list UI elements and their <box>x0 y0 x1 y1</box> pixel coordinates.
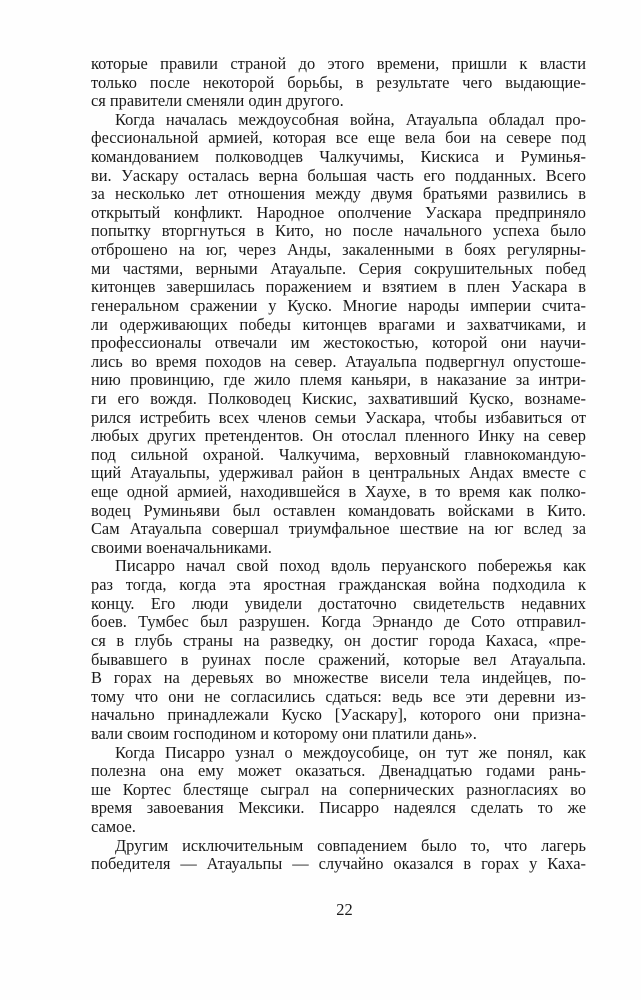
body-text <box>91 55 586 874</box>
text-line: ли одерживающих победы китонцев врагами и захватчиками, и <box>91 314 586 334</box>
text-line: В горах на деревьях во множестве висели тела индейцев, по- <box>91 668 586 688</box>
text-line: полезна она ему может оказаться. Двенадцатью годами рань- <box>91 761 586 781</box>
text-line: своими военачальниками. <box>91 537 272 557</box>
text-line: ги его вождя. Полководец Кискис, захвативший Куско, вознаме- <box>91 388 586 408</box>
paragraph-first-line: Когда началась междоусобная война, Атауальпа обладал про- <box>115 109 586 129</box>
text-line: тому что они не согласились сдаться: ведь все эти деревни из- <box>91 686 586 706</box>
text-line: за несколько лет отношения между двумя братьями развились в <box>91 184 586 204</box>
text-line: бывавшего в руинах после сражений, которые вел Атауальпа. <box>91 649 586 669</box>
text-line: попытку вторгнуться в Кито, но после начального успеха было <box>91 221 586 241</box>
text-line: концу. Его люди увидели достаточно свидетельств недавних <box>91 593 586 613</box>
text-line: нию провинцию, где жило племя каньяри, в наказание за интри- <box>91 370 586 390</box>
text-line: ся в глубь страны на разведку, он достиг города Кахаса, «пре- <box>91 630 586 650</box>
text-line: водец Руминьяви был оставлен командовать войсками в Кито. <box>91 500 586 520</box>
text-line: генеральном сражении у Куско. Многие народы империи счита- <box>91 295 586 315</box>
text-line: рился истребить всех членов семьи Уаскара, чтобы избавиться от <box>91 407 586 427</box>
text-line: любых других претендентов. Он отослал пленного Инку на север <box>91 426 586 446</box>
text-line: только после некоторой борьбы, в результате чего выдающие- <box>91 72 586 92</box>
text-line: боев. Тумбес был разрушен. Когда Эрнандо де Сото отправил- <box>91 612 586 632</box>
text-line: начально принадлежали Куско [Уаскару], которого они призна- <box>91 705 586 725</box>
paragraph-first-line: Когда Писарро узнал о междоусобице, он тут же понял, как <box>115 742 586 762</box>
paragraph-first-line: Другим исключительным совпадением было то, что лагерь <box>115 835 586 855</box>
text-line: время завоевания Мексики. Писарро надеялся сделать то же <box>91 798 586 818</box>
text-line: вали своим господином и которому они платили дань». <box>91 723 477 743</box>
text-line: китонцев завершилась поражением и взятием в плен Уаскара в <box>91 277 586 297</box>
text-line: которые правили страной до этого времени, пришли к власти <box>91 54 586 73</box>
text-line: раз тогда, когда эта яростная гражданская война подходила к <box>91 575 586 595</box>
text-line: под сильной охраной. Чалкучима, верховный главнокомандую- <box>91 444 586 464</box>
text-line: ви. Уаскару осталась верна большая часть его подданных. Всего <box>91 165 586 185</box>
text-line: ше Кортес блестяще сыграл на сопернических разногласиях во <box>91 779 586 799</box>
text-line: ся правители сменяли один другого. <box>91 91 344 111</box>
text-line: ми частями, верными Атауальпе. Серия сокрушительных побед <box>91 258 586 278</box>
text-line: Сам Атауальпа совершал триумфальное шествие на юг вслед за <box>91 519 586 539</box>
text-line: щий Атауальпы, удерживал район в центральных Андах вместе с <box>91 463 586 483</box>
text-line: победителя — Атауальпы — случайно оказался в горах у Каха- <box>91 854 586 874</box>
text-line: открытый конфликт. Народное ополчение Уаскара предприняло <box>91 202 586 222</box>
text-line: отброшено на юг, через Анды, закаленными в боях регулярны- <box>91 240 586 260</box>
paragraph-first-line: Писарро начал свой поход вдоль перуанского побережья как <box>115 556 586 576</box>
text-line: самое. <box>91 816 136 836</box>
text-line: еще одной армией, находившейся в Хаухе, в то время как полко- <box>91 482 586 502</box>
page-number: 22 <box>336 900 353 919</box>
text-line: профессионалы отвечали им жестокостью, которой они научи- <box>91 333 586 353</box>
text-line: лись во время походов на север. Атауальпа подвергнул опустоше- <box>91 351 586 371</box>
text-line: фессиональной армией, которая все еще вела бои на севере под <box>91 128 586 148</box>
text-line: командованием полководцев Чалкучимы, Кискиса и Руминья- <box>91 147 586 167</box>
